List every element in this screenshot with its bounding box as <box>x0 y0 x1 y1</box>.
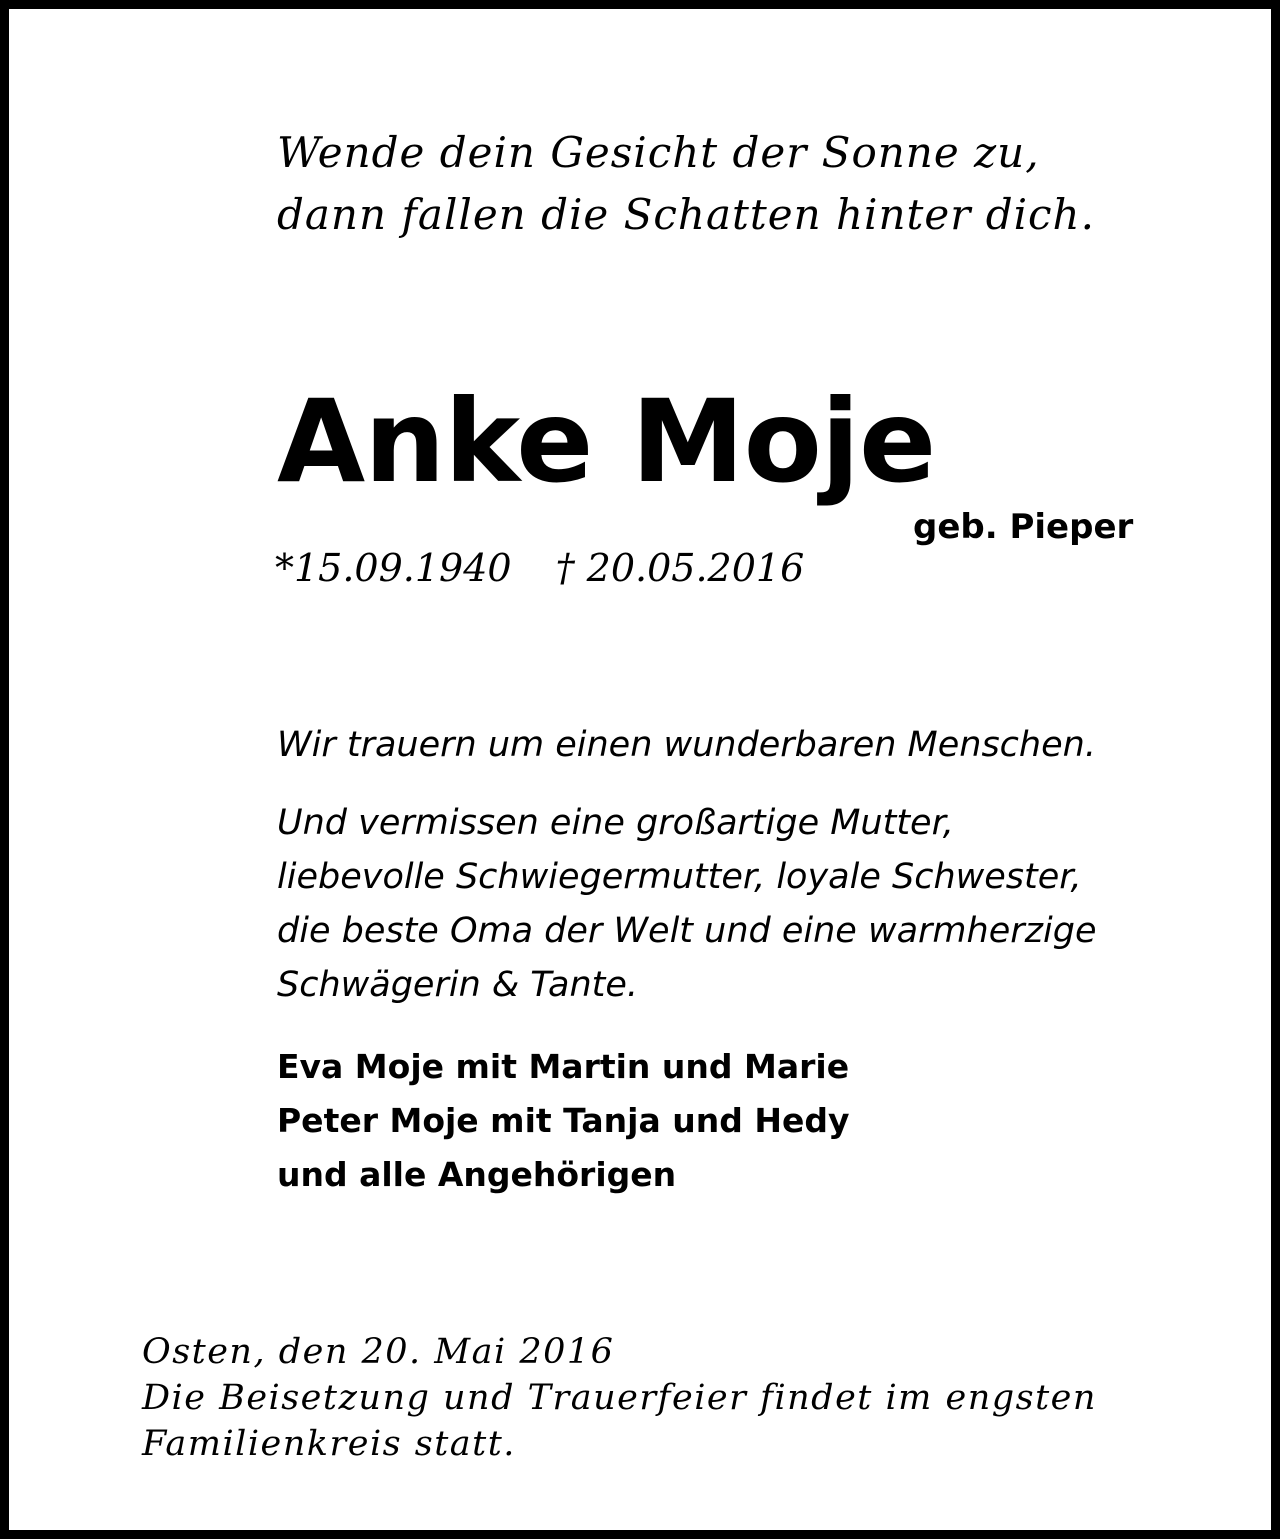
life-dates <box>275 544 804 592</box>
family-member-line: Eva Moje mit Martin und Marie <box>277 1047 850 1086</box>
quote-line-1: Wende dein Gesicht der Sonne zu, <box>277 128 1040 177</box>
death-cross-icon: † <box>555 546 575 590</box>
mourning-line: Und vermissen eine großartige Mutter, <box>277 803 954 843</box>
birth-date: 15.09.1940 <box>294 546 512 590</box>
funeral-info-line-2: Familienkreis statt. <box>142 1424 516 1464</box>
family-signatures <box>277 1040 849 1202</box>
footer-notice <box>142 1329 1097 1467</box>
death-date: 20.05.2016 <box>586 546 805 590</box>
mourning-line: Schwägerin & Tante. <box>277 965 639 1005</box>
birth-name: geb. Pieper <box>913 507 1134 547</box>
quote-line-2: dann fallen die Schatten hinter dich. <box>277 190 1095 239</box>
mourning-paragraph <box>277 796 1096 1012</box>
place-date: Osten, den 20. Mai 2016 <box>142 1332 615 1372</box>
mourning-line: die beste Oma der Welt und eine warmherzige <box>277 911 1097 951</box>
family-member-line: und alle Angehörigen <box>277 1155 677 1194</box>
mourning-line: liebevolle Schwiegermutter, loyale Schwester, <box>277 857 1082 897</box>
epigraph-quote <box>277 122 1095 246</box>
birth-star-icon: * <box>275 546 294 590</box>
family-member-line: Peter Moje mit Tanja und Hedy <box>277 1101 850 1140</box>
deceased-name: Anke Moje <box>277 375 936 508</box>
funeral-info-line-1: Die Beisetzung und Trauerfeier findet im engsten <box>142 1378 1097 1418</box>
mourning-statement: Wir trauern um einen wunderbaren Menschen. <box>277 725 1096 765</box>
